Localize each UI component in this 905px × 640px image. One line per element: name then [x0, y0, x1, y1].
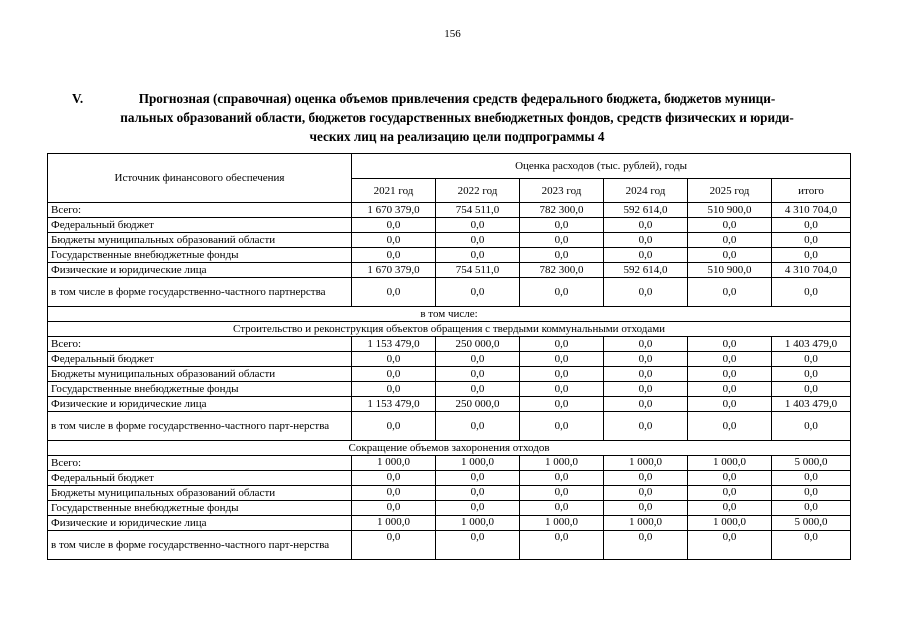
row-label: Бюджеты муниципальных образований области: [48, 486, 352, 501]
heading-line-2: пальных образований области, бюджетов государственных внебюджетных фондов, средств физических и юриди-: [120, 110, 794, 125]
cell-value: 0,0: [352, 248, 436, 263]
cell-value: 4 310 704,0: [772, 263, 851, 278]
cell-value: 0,0: [436, 218, 520, 233]
cell-value: 1 000,0: [436, 456, 520, 471]
cell-value: 0,0: [604, 233, 688, 248]
header-year: итого: [772, 179, 851, 203]
cell-value: 0,0: [772, 233, 851, 248]
cell-value: 0,0: [688, 471, 772, 486]
row-label: Физические и юридические лица: [48, 516, 352, 531]
cell-value: 1 670 379,0: [352, 263, 436, 278]
table-row: [48, 248, 851, 263]
table-row: [48, 352, 851, 367]
table-row: [48, 516, 851, 531]
cell-value: 0,0: [604, 352, 688, 367]
cell-value: 4 310 704,0: [772, 203, 851, 218]
cell-value: 0,0: [352, 218, 436, 233]
table-row: [48, 397, 851, 412]
cell-value: 0,0: [436, 382, 520, 397]
row-label: в том числе в форме государственно-частного парт-нерства: [48, 412, 352, 441]
cell-value: 1 000,0: [604, 516, 688, 531]
cell-value: 1 403 479,0: [772, 337, 851, 352]
cell-value: 0,0: [772, 382, 851, 397]
cell-value: 782 300,0: [520, 203, 604, 218]
row-label: в том числе в форме государственно-частного партнерства: [48, 278, 352, 307]
cell-value: 0,0: [436, 352, 520, 367]
cell-value: 0,0: [436, 248, 520, 263]
row-label: Физические и юридические лица: [48, 397, 352, 412]
cell-value: 0,0: [688, 218, 772, 233]
cell-value: 592 614,0: [604, 263, 688, 278]
cell-value: 754 511,0: [436, 263, 520, 278]
cell-value: 0,0: [520, 471, 604, 486]
row-label: Государственные внебюджетные фонды: [48, 248, 352, 263]
including-label: в том числе:: [48, 307, 851, 322]
table-row: [48, 501, 851, 516]
cell-value: 0,0: [604, 412, 688, 441]
cell-value: 0,0: [436, 471, 520, 486]
cell-value: 0,0: [352, 486, 436, 501]
cell-value: 250 000,0: [436, 397, 520, 412]
cell-value: 0,0: [352, 367, 436, 382]
cell-value: 0,0: [604, 278, 688, 307]
cell-value: 250 000,0: [436, 337, 520, 352]
cell-value: 0,0: [604, 367, 688, 382]
cell-value: 0,0: [688, 397, 772, 412]
cell-value: 0,0: [436, 367, 520, 382]
cell-value: 0,0: [772, 352, 851, 367]
cell-value: 0,0: [520, 382, 604, 397]
cell-value: 0,0: [520, 248, 604, 263]
cell-value: 1 403 479,0: [772, 397, 851, 412]
cell-value: 0,0: [772, 501, 851, 516]
cell-value: 0,0: [520, 397, 604, 412]
cell-value: 0,0: [352, 233, 436, 248]
cell-value: 0,0: [436, 531, 520, 560]
cell-value: 1 000,0: [352, 456, 436, 471]
cell-value: 0,0: [352, 501, 436, 516]
cell-value: 0,0: [520, 501, 604, 516]
row-label: в том числе в форме государственно-частного парт-нерства: [48, 531, 352, 560]
row-label: Федеральный бюджет: [48, 218, 352, 233]
cell-value: 0,0: [520, 486, 604, 501]
cell-value: 0,0: [688, 382, 772, 397]
section-number: V.: [72, 91, 84, 106]
cell-value: 0,0: [520, 233, 604, 248]
cell-value: 0,0: [604, 501, 688, 516]
cell-value: 0,0: [604, 471, 688, 486]
cell-value: 0,0: [352, 471, 436, 486]
cell-value: 0,0: [520, 367, 604, 382]
cell-value: 0,0: [352, 352, 436, 367]
cell-value: 0,0: [772, 367, 851, 382]
cell-value: 5 000,0: [772, 456, 851, 471]
cell-value: 0,0: [604, 531, 688, 560]
table-row: [48, 367, 851, 382]
cell-value: 0,0: [688, 337, 772, 352]
cell-value: 592 614,0: [604, 203, 688, 218]
cell-value: 0,0: [688, 352, 772, 367]
cell-value: 0,0: [436, 501, 520, 516]
table-row: [48, 382, 851, 397]
cell-value: 0,0: [688, 531, 772, 560]
cell-value: 0,0: [436, 486, 520, 501]
row-label: Бюджеты муниципальных образований области: [48, 233, 352, 248]
cell-value: 0,0: [520, 337, 604, 352]
cell-value: 0,0: [604, 382, 688, 397]
table-row: [48, 412, 851, 441]
cell-value: 0,0: [436, 278, 520, 307]
cell-value: 1 153 479,0: [352, 397, 436, 412]
header-year: 2021 год: [352, 179, 436, 203]
cell-value: 0,0: [772, 486, 851, 501]
cell-value: 0,0: [520, 278, 604, 307]
cell-value: 0,0: [352, 382, 436, 397]
row-label: Всего:: [48, 456, 352, 471]
table-row: [48, 471, 851, 486]
cell-value: 1 000,0: [688, 456, 772, 471]
cell-value: 0,0: [688, 501, 772, 516]
table-row: [48, 531, 851, 560]
cell-value: 510 900,0: [688, 203, 772, 218]
cell-value: 1 000,0: [688, 516, 772, 531]
cell-value: 782 300,0: [520, 263, 604, 278]
cell-value: 1 670 379,0: [352, 203, 436, 218]
header-year: 2024 год: [604, 179, 688, 203]
cell-value: 0,0: [436, 233, 520, 248]
cell-value: 1 000,0: [520, 516, 604, 531]
cell-value: 0,0: [688, 278, 772, 307]
cell-value: 0,0: [688, 367, 772, 382]
table-row: [48, 233, 851, 248]
table-row: [48, 337, 851, 352]
section-title: Строительство и реконструкция объектов обращения с твердыми коммунальными отходами: [48, 322, 851, 337]
cell-value: 0,0: [520, 218, 604, 233]
cell-value: 0,0: [352, 278, 436, 307]
table-row: [48, 218, 851, 233]
cell-value: 5 000,0: [772, 516, 851, 531]
cell-value: 510 900,0: [688, 263, 772, 278]
funding-table: [47, 153, 851, 560]
cell-value: 0,0: [520, 352, 604, 367]
page-number: 156: [444, 28, 461, 40]
table-row: [48, 486, 851, 501]
row-label: Бюджеты муниципальных образований области: [48, 367, 352, 382]
cell-value: 1 000,0: [520, 456, 604, 471]
cell-value: 0,0: [688, 486, 772, 501]
header-year: 2025 год: [688, 179, 772, 203]
cell-value: 0,0: [436, 412, 520, 441]
including-label-row: [48, 307, 851, 322]
section-title: Сокращение объемов захоронения отходов: [48, 441, 851, 456]
row-label: Государственные внебюджетные фонды: [48, 382, 352, 397]
cell-value: 0,0: [772, 412, 851, 441]
cell-value: 0,0: [688, 248, 772, 263]
row-label: Всего:: [48, 203, 352, 218]
row-label: Федеральный бюджет: [48, 352, 352, 367]
cell-value: 754 511,0: [436, 203, 520, 218]
cell-value: 0,0: [772, 471, 851, 486]
table-row: [48, 203, 851, 218]
cell-value: 1 000,0: [352, 516, 436, 531]
cell-value: 0,0: [772, 278, 851, 307]
header-year: 2023 год: [520, 179, 604, 203]
cell-value: 0,0: [604, 337, 688, 352]
table-row: [48, 263, 851, 278]
heading-line-1: Прогнозная (справочная) оценка объемов привлечения средств федерального бюджета, бюджетов муници-: [138, 91, 776, 106]
cell-value: 0,0: [604, 397, 688, 412]
row-label: Федеральный бюджет: [48, 471, 352, 486]
cell-value: 0,0: [772, 531, 851, 560]
row-label: Физические и юридические лица: [48, 263, 352, 278]
cell-value: 0,0: [688, 233, 772, 248]
cell-value: 0,0: [604, 218, 688, 233]
cell-value: 1 000,0: [436, 516, 520, 531]
cell-value: 0,0: [688, 412, 772, 441]
section-title-row: [48, 441, 851, 456]
row-label: Государственные внебюджетные фонды: [48, 501, 352, 516]
section-title-row: [48, 322, 851, 337]
cell-value: 0,0: [352, 531, 436, 560]
cell-value: 0,0: [604, 486, 688, 501]
header-source: Источник финансового обеспечения: [48, 154, 352, 203]
cell-value: 0,0: [604, 248, 688, 263]
cell-value: 0,0: [772, 218, 851, 233]
cell-value: 1 153 479,0: [352, 337, 436, 352]
cell-value: 1 000,0: [604, 456, 688, 471]
section-heading: [72, 89, 842, 146]
heading-line-3: ческих лиц на реализацию цели подпрограммы 4: [309, 129, 605, 144]
cell-value: 0,0: [520, 531, 604, 560]
header-year: 2022 год: [436, 179, 520, 203]
cell-value: 0,0: [772, 248, 851, 263]
table-row: [48, 456, 851, 471]
table-row: [48, 278, 851, 307]
cell-value: 0,0: [352, 412, 436, 441]
row-label: Всего:: [48, 337, 352, 352]
header-estimate: Оценка расходов (тыс. рублей), годы: [352, 154, 851, 179]
cell-value: 0,0: [520, 412, 604, 441]
